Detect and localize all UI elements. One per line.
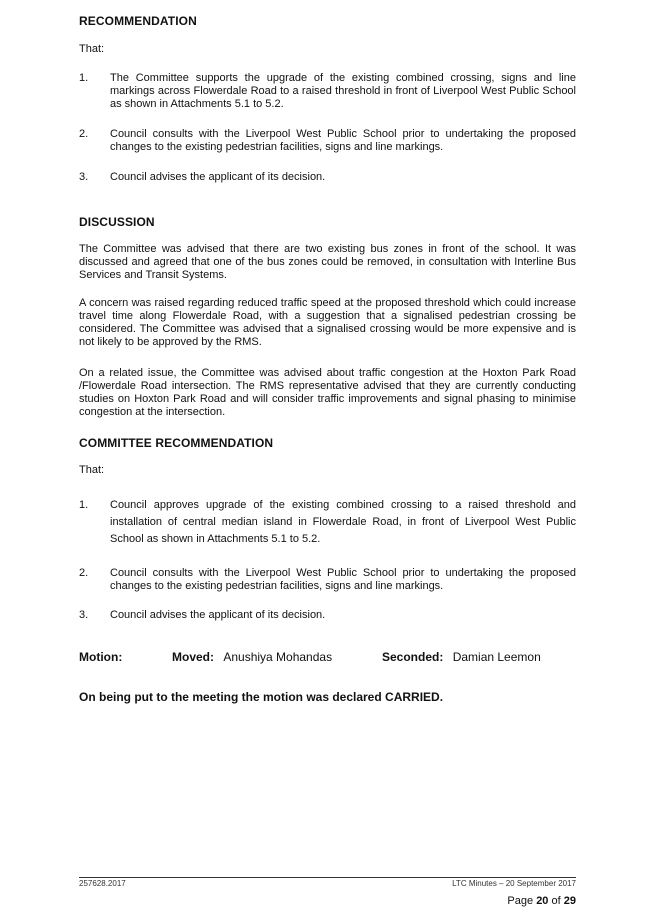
recommendation-item-1: The Committee supports the upgrade of the existing combined crossing, signs and line markings across Flowerdale Road to a raised threshold in front of Liverpool West Public School as shown in Attachments 5.1 to 5.2. [110,72,576,110]
recommendation-item-3: Council advises the applicant of its decision. [110,171,326,183]
discussion-paragraph-2: A concern was raised regarding reduced traffic speed at the proposed threshold which could increase travel time along Flowerdale Road, with a suggestion that a signalised pedestrian crossing be considered. The Committee was advised that a signalised crossing would be more expensive and is not likely to be approved by the RMS. [79,297,576,348]
committee-item-1: Council approves upgrade of the existing combined crossing to a raised threshold and installation of central median island in Flowerdale Road, in front of Liverpool West Public School as shown in Attachments 5.1 to 5.2. [110,499,576,545]
discussion-paragraph-1: The Committee was advised that there are two existing bus zones in front of the school. It was discussed and agreed that one of the bus zones could be removed, in consultation with Interline Bus Services and Transit Systems. [79,243,576,281]
recommendation-item-1-number: 1. [79,72,89,84]
page-prefix: Page [507,895,534,907]
page-total: 29 [563,895,576,907]
footer-divider [79,877,576,878]
moved-label: Moved: [172,650,214,664]
committee-item-3-number: 3. [79,609,89,621]
motion-result: On being put to the meeting the motion was declared CARRIED. [79,690,444,704]
motion-seconded [382,650,541,665]
seconded-name: Damian Leemon [452,650,541,664]
discussion-paragraph-3: On a related issue, the Committee was advised about traffic congestion at the Hoxton Park Road /Flowerdale Road intersection. The RMS representative advised that they are currently conducting studies on Hoxton Park Road and will consider traffic improvements and signal phasing to minimise congestion at the intersection. [79,367,576,418]
committee-recommendation-that: That: [79,464,105,476]
recommendation-that: That: [79,43,105,55]
recommendation-item-2: Council consults with the Liverpool West Public School prior to undertaking the proposed changes to the existing pedestrian facilities, signs and line markings. [110,128,576,153]
recommendation-item-2-number: 2. [79,128,89,140]
page-number [507,895,576,907]
footer-document-title: LTC Minutes – 20 September 2017 [452,879,576,888]
committee-item-2-number: 2. [79,567,89,579]
footer-reference: 257628.2017 [79,879,126,888]
discussion-heading: DISCUSSION [79,215,155,229]
recommendation-heading: RECOMMENDATION [79,14,197,28]
motion-label [79,650,122,665]
moved-name: Anushiya Mohandas [223,650,333,664]
committee-recommendation-heading: COMMITTEE RECOMMENDATION [79,436,274,450]
seconded-label: Seconded: [382,650,444,664]
committee-item-3: Council advises the applicant of its decision. [110,609,326,621]
committee-item-2: Council consults with the Liverpool West Public School prior to undertaking the proposed changes to the existing pedestrian facilities, signs and line markings. [110,567,576,592]
page-of: of [551,895,561,907]
recommendation-item-3-number: 3. [79,171,89,183]
motion-label-text: Motion: [79,650,123,664]
motion-moved [172,650,332,665]
committee-item-1-number: 1. [79,499,89,511]
page-current: 20 [536,895,549,907]
